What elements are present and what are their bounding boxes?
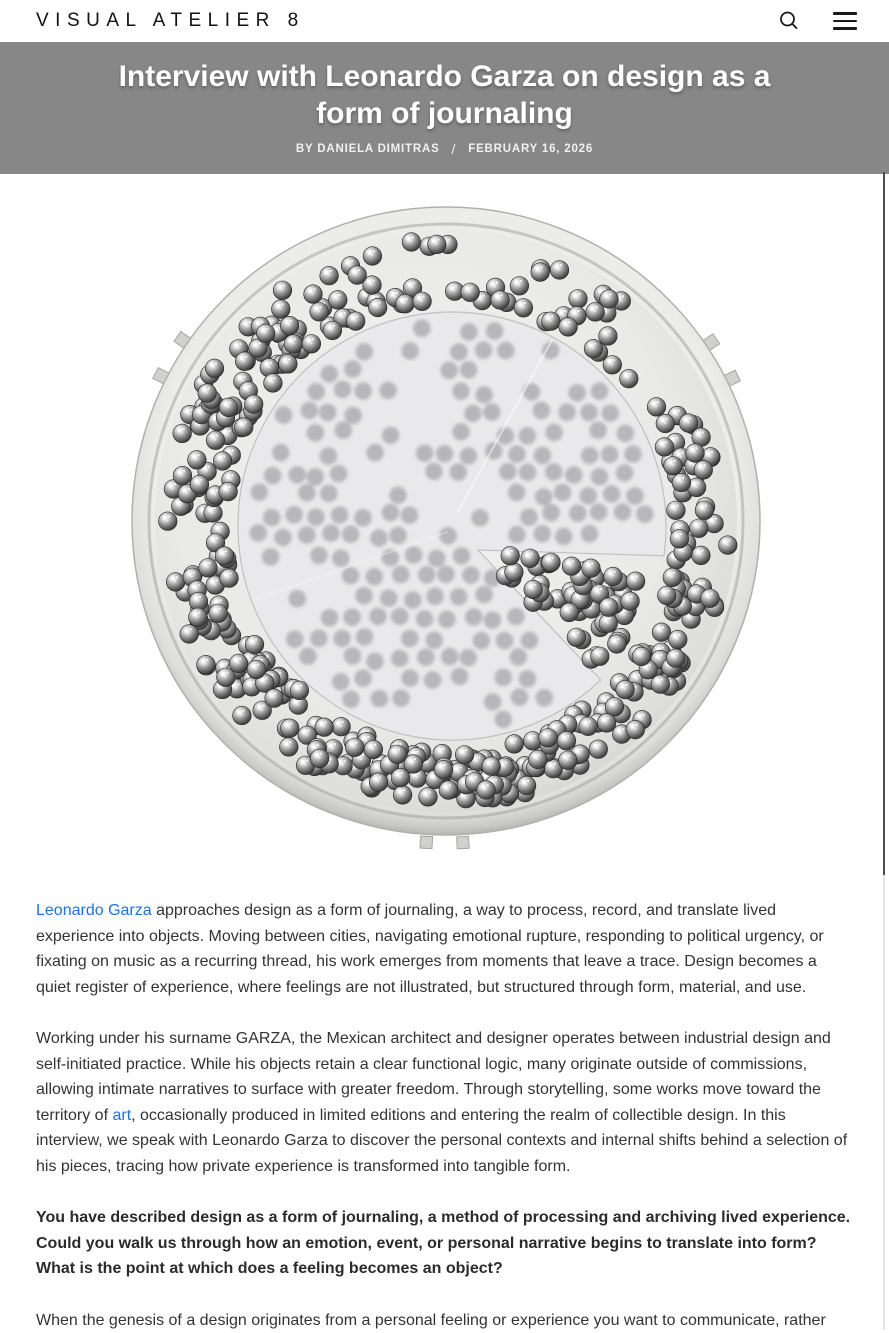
artwork-svg <box>0 174 889 876</box>
paragraph-text: Working under his surname GARZA, the Mexican architect and designer operates between industrial design and self-initiated practice. While his objects retain a clear functional logic, many originate outside of commissions, allowing intimate narratives to surface with greater freedom. Through storytelling, some works move toward the territory of <box>36 1030 831 1124</box>
menu-icon[interactable] <box>833 11 857 31</box>
paragraph-text: You have described design as a form of journaling, a method of processing and archiving lived experience. Could you walk us through how an emotion, event, or personal narrative begins to translate into form? What is the point at which does a feeling becomes an object? <box>36 1209 850 1277</box>
article-hero <box>0 42 889 174</box>
article-title: Interview with Leonardo Garza on design as a form of journaling <box>90 59 800 132</box>
inline-link[interactable]: Leonardo Garza <box>36 902 152 919</box>
site-header <box>0 0 889 42</box>
article-paragraph <box>36 898 853 1000</box>
byline-date: FEBRUARY 16, 2026 <box>468 143 593 155</box>
search-icon[interactable] <box>777 9 801 33</box>
scrollbar-track[interactable] <box>883 172 885 1330</box>
article-paragraph <box>36 1026 853 1179</box>
article-paragraph <box>36 1308 853 1333</box>
interview-question <box>36 1205 853 1282</box>
site-logo[interactable]: VISUAL ATELIER 8 <box>36 10 305 32</box>
article-byline <box>0 141 889 157</box>
byline-author[interactable]: BY DANIELA DIMITRAS <box>296 143 440 155</box>
inline-link[interactable]: art <box>112 1107 131 1124</box>
scrollbar-thumb[interactable] <box>883 172 885 875</box>
byline-separator: / <box>452 141 457 157</box>
article-hero-image[interactable] <box>0 174 889 876</box>
paragraph-text: When the genesis of a design originates from a personal feeling or experience you want to communicate, rather <box>36 1312 826 1329</box>
paragraph-text: approaches design as a form of journaling, a way to process, record, and translate lived experience into objects. Moving between cities, navigating emotional rupture, responding to political urgency, or fixating on music as a recurring thread, his work emerges from moments that leave a trace. Design becomes a quiet register of experience, where feelings are not illustrated, but structured through form, material, and use. <box>36 902 824 996</box>
header-icons <box>777 9 857 33</box>
article-body <box>0 876 889 1333</box>
paragraph-text: , occasionally produced in limited editions and entering the realm of collectible design. In this interview, we speak with Leonardo Garza to discover the personal contexts and internal shifts behind a selection of his pieces, tracing how private experience is transformed into tangible form. <box>36 1107 847 1175</box>
